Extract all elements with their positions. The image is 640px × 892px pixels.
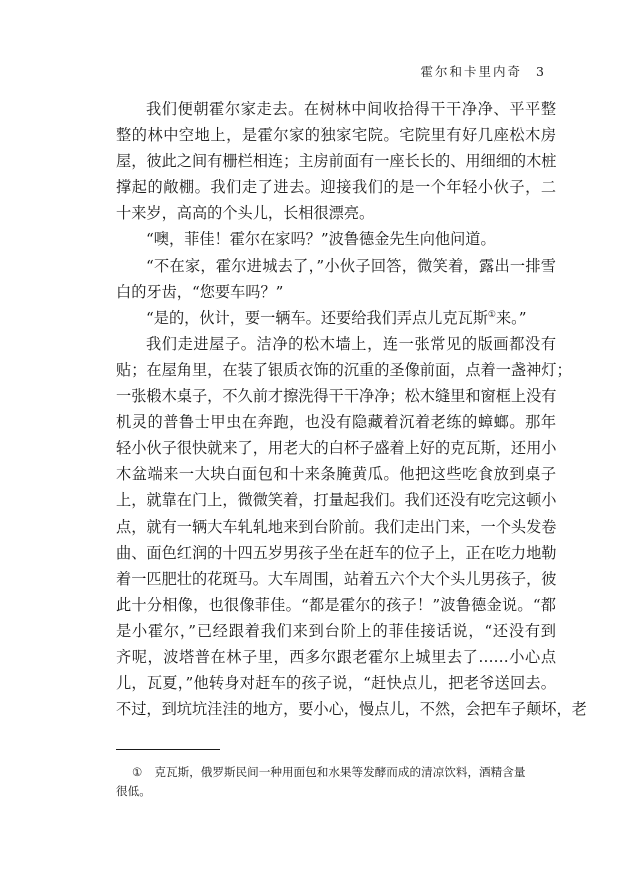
text-line: 我们便朝霍尔家走去。在树林中间收拾得干干净净、平平整 — [146, 100, 556, 118]
text-line: 着一匹肥壮的花斑马。大车周围，站着五六个大个头儿男孩子，彼 — [116, 569, 557, 588]
text-line: 点，就有一辆大车轧轧地来到台阶前。我们走出门来，一个头发卷 — [116, 517, 557, 536]
text-line: 上，就靠在门上，微微笑着，打量起我们。我们还没有吃完这顿小 — [116, 491, 557, 510]
body-text — [116, 96, 587, 722]
footnote — [116, 763, 556, 801]
footnote-text: 克瓦斯，俄罗斯民间一种用面包和水果等发酵而成的清凉饮料，酒精含量 — [154, 765, 526, 779]
text-line: 屋，彼此之间有栅栏相连；主房前面有一座长长的、用细细的木桩 — [116, 152, 557, 171]
text-line: “噢，菲佳！霍尔在家吗？”波鲁德金先生向他问道。 — [146, 230, 496, 249]
footnote-line — [116, 763, 556, 782]
text-line: 我们走进屋子。洁净的松木墙上，连一张常见的版画都没有 — [146, 334, 556, 353]
text-line: 白的牙齿，“您要车吗？” — [116, 282, 284, 301]
text-line: 轻小伙子很快就来了，用老大的白杯子盛着上好的克瓦斯，还用小 — [116, 439, 557, 458]
text-line: 木盆端来一大块白面包和十来条腌黄瓜。他把这些吃食放到桌子 — [116, 465, 556, 484]
footnote-reference: ① — [487, 309, 496, 320]
text-line: 儿，瓦夏，”他转身对赶车的孩子说，“赶快点儿，把老爷送回去。 — [116, 674, 556, 693]
text-line: 是小霍尔，”已经跟着我们来到台阶上的菲佳接话说，“还没有到 — [116, 621, 556, 640]
text-line-with-footnote — [116, 305, 556, 331]
text-segment: “是的，伙计，要一辆车。还要给我们弄点儿克瓦斯 — [146, 308, 488, 327]
text-segment: 来。” — [495, 308, 527, 327]
page-number: 3 — [536, 64, 544, 79]
text-line: 曲、面色红润的十四五岁男孩子坐在赶车的位子上，正在吃力地勒 — [116, 543, 557, 562]
footnote-marker: ① — [132, 765, 143, 779]
footnote-line: 很低。 — [116, 784, 151, 798]
footnote-separator — [116, 749, 220, 750]
text-line: 不过，到坑坑洼洼的地方，要小心，慢点儿，不然，会把车子颠坏，老 — [116, 700, 587, 719]
text-line: 齐呢，波塔普在林子里，西多尔跟老霍尔上城里去了……小心点 — [116, 647, 556, 666]
running-header — [421, 62, 544, 80]
text-line: 贴；在屋角里，在装了银质衣饰的沉重的圣像前面，点着一盏神灯； — [116, 360, 572, 379]
text-line: 十来岁，高高的个头儿，长相很漂亮。 — [116, 204, 375, 223]
text-line: 机灵的普鲁士甲虫在奔跑，也没有隐藏着沉着老练的蟑螂。那年 — [116, 413, 556, 432]
text-line: 一张椴木桌子，不久前才擦洗得干干净净；松木缝里和窗框上没有 — [116, 387, 557, 406]
text-line: 此十分相像，也很像菲佳。“都是霍尔的孩子！”波鲁德金说。“都 — [116, 595, 556, 614]
text-line: 撑起的敞棚。我们走了进去。迎接我们的是一个年轻小伙子，二 — [116, 178, 556, 197]
running-header-title: 霍尔和卡里内奇 — [420, 64, 523, 79]
text-line: 整的林中空地上，是霍尔家的独家宅院。宅院里有好几座松木房 — [116, 126, 556, 145]
text-line: “不在家，霍尔进城去了，”小伙子回答，微笑着，露出一排雪 — [146, 256, 556, 275]
